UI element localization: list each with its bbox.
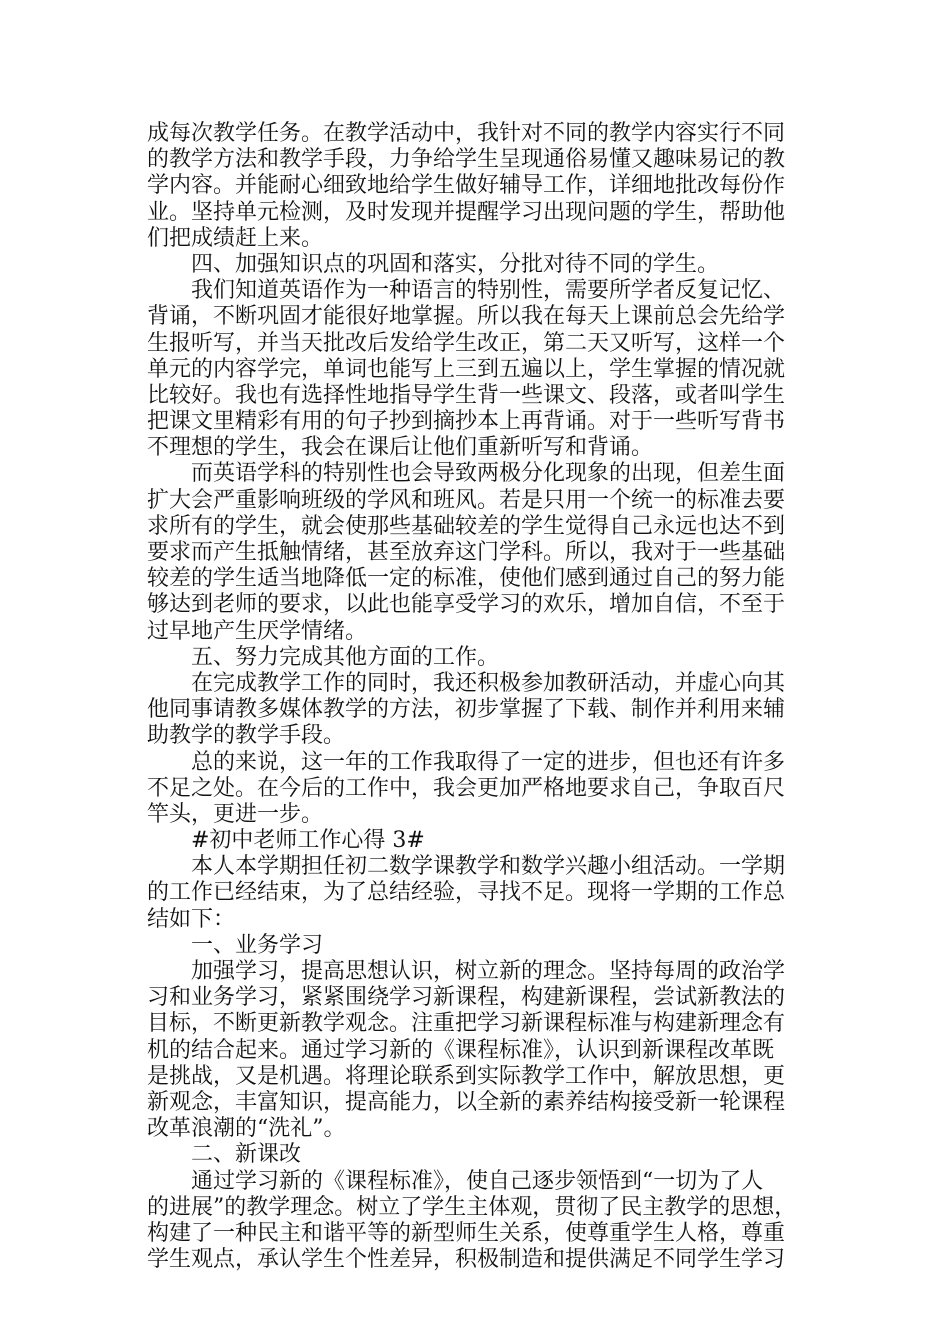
text-line: 是挑战，又是机遇。将理论联系到实际教学工作中，解放思想，更 xyxy=(147,1063,786,1089)
text-line: 们把成绩赶上来。 xyxy=(147,225,324,251)
text-line: 业。坚持单元检测，及时发现并提醒学习出现问题的学生，帮助他 xyxy=(147,199,786,225)
text-line: 过早地产生厌学情绪。 xyxy=(147,618,368,644)
text-line: 构建了一种民主和谐平等的新型师生关系，使尊重学生人格，尊重 xyxy=(147,1220,786,1246)
text-line: 不理想的学生，我会在课后让他们重新听写和背诵。 xyxy=(147,435,654,461)
text-line: 要求而产生抵触情绪，甚至放弃这门学科。所以，我对于一些基础 xyxy=(147,540,786,565)
text-line: 的工作已经结束，为了总结经验，寻找不足。现将一学期的工作总 xyxy=(147,880,786,906)
text-line: 加强学习，提高思想认识，树立新的理念。坚持每周的政治学 xyxy=(191,959,786,984)
text-line: 我们知道英语作为一种语言的特别性，需要所学者反复记忆、 xyxy=(191,278,786,304)
text-line: 四、加强知识点的巩固和落实，分批对待不同的学生。 xyxy=(191,251,720,277)
document-body xyxy=(147,121,821,1273)
text-line: #初中老师工作心得 3# xyxy=(191,828,425,854)
text-line: 新观念，丰富知识，提高能力，以全新的素养结构接受新一轮课程 xyxy=(147,1089,786,1115)
text-line: 二、新课改 xyxy=(191,1142,302,1168)
text-line: 生报听写，并当天批改后发给学生改正，第二天又听写，这样一个 xyxy=(147,330,786,356)
text-line: 通过学习新的《课程标准》，使自己逐步领悟到“一切为了人 xyxy=(191,1168,764,1194)
text-line: 学生观点，承认学生个性差异，积极制造和提供满足不同学生学习 xyxy=(147,1247,786,1273)
text-line: 改革浪潮的“洗礼”。 xyxy=(147,1116,346,1142)
text-line: 不足之处。在今后的工作中，我会更加严格地要求自己，争取百尺 xyxy=(147,775,786,801)
text-line: 本人本学期担任初二数学课教学和数学兴趣小组活动。一学期 xyxy=(191,854,786,880)
text-line: 在完成教学工作的同时，我还积极参加教研活动，并虚心向其 xyxy=(191,670,786,696)
text-line: 一、业务学习 xyxy=(191,932,324,958)
text-line: 五、努力完成其他方面的工作。 xyxy=(191,644,500,670)
text-line: 扩大会严重影响班级的学风和班风。若是只用一个统一的标准去要 xyxy=(147,487,786,513)
text-line: 助教学的教学手段。 xyxy=(147,723,346,749)
text-line: 的进展”的教学理念。树立了学生主体观，贯彻了民主教学的思想， xyxy=(147,1194,797,1220)
text-line: 单元的内容学完，单词也能写上三到五遍以上，学生掌握的情况就 xyxy=(147,356,786,382)
text-line: 背诵，不断巩固才能很好地掌握。所以我在每天上课前总会先给学 xyxy=(147,304,786,330)
text-line: 较差的学生适当地降低一定的标准，使他们感到通过自己的努力能 xyxy=(147,566,786,592)
text-line: 而英语学科的特别性也会导致两极分化现象的出现，但差生面 xyxy=(191,461,786,487)
text-line: 习和业务学习，紧紧围绕学习新课程，构建新课程，尝试新教法的 xyxy=(147,985,786,1011)
text-line: 机的结合起来。通过学习新的《课程标准》，认识到新课程改革既 xyxy=(147,1037,775,1063)
text-line: 的教学方法和教学手段，力争给学生呈现通俗易懂又趣味易记的教 xyxy=(147,147,786,173)
text-line: 结如下： xyxy=(147,906,236,932)
text-line: 够达到老师的要求，以此也能享受学习的欢乐，增加自信，不至于 xyxy=(147,592,786,618)
text-line: 目标，不断更新教学观念。注重把学习新课程标准与构建新理念有 xyxy=(147,1011,786,1037)
text-line: 比较好。我也有选择性地指导学生背一些课文、段落，或者叫学生 xyxy=(147,382,786,408)
text-line: 把课文里精彩有用的句子抄到摘抄本上再背诵。对于一些听写背书 xyxy=(147,409,786,435)
text-line: 求所有的学生，就会使那些基础较差的学生觉得自己永远也达不到 xyxy=(147,513,786,539)
text-line: 成每次教学任务。在教学活动中，我针对不同的教学内容实行不同 xyxy=(147,121,786,146)
text-line: 他同事请教多媒体教学的方法，初步掌握了下载、制作并利用来辅 xyxy=(147,697,786,723)
text-line: 竿头，更进一步。 xyxy=(147,801,324,827)
text-line: 总的来说，这一年的工作我取得了一定的进步，但也还有许多 xyxy=(191,749,786,775)
text-line: 学内容。并能耐心细致地给学生做好辅导工作，详细地批改每份作 xyxy=(147,173,786,199)
